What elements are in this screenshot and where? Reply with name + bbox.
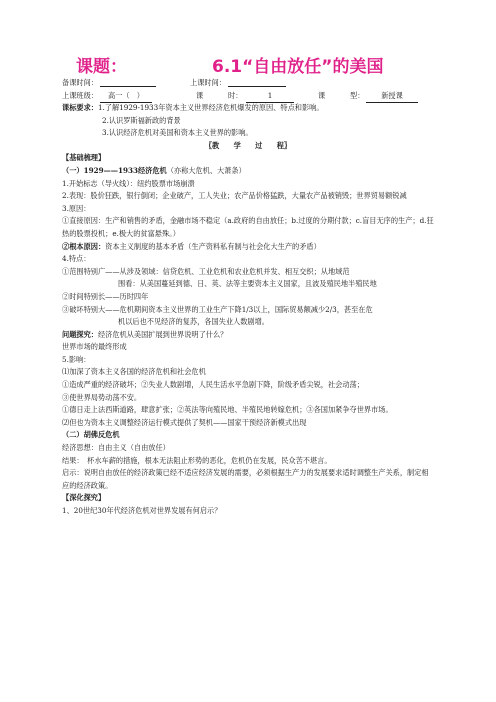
hours-label: 课 — [196, 91, 204, 100]
root-cause-label: ②根本原因： — [62, 241, 106, 251]
class-label: 上课班级： — [62, 91, 98, 100]
class-value: 高一（ ） — [100, 89, 152, 103]
impact-line-1: 5.影响： — [62, 354, 91, 364]
part2-line-1: 经济思想：自由主义（自由放任） — [62, 443, 170, 453]
deep-question: 1、20世纪30年代经济危机对世界发展有何启示？ — [62, 506, 222, 515]
objective-item-1: 1.了解1929-1933年资本主义世界经济危机爆发的原因、特点和影响。 — [97, 103, 324, 112]
objective-item-2: 2.认识罗斯福新政的背景 — [102, 115, 181, 125]
part1-line-6: 4.特点： — [62, 254, 91, 264]
time-row — [62, 76, 434, 89]
objectives-label: 课标要求： — [62, 103, 98, 112]
impact-line-3: ①造成严重的经济破坏；②失业人数剧增，人民生活水平急剧下降，阶级矛盾尖锐，社会动荡； — [62, 380, 364, 390]
question-row — [62, 329, 434, 342]
root-cause-text: 资本主义制度的基本矛盾（生产资料私有制与社会化大生产的矛盾） — [105, 241, 321, 251]
type-value: 新授课 — [366, 89, 418, 103]
title-row — [62, 50, 434, 76]
question-text: 经济危机从美国扩展到世界说明了什么？ — [97, 329, 228, 339]
section-deep-heading: 【深化探究】 — [62, 493, 106, 503]
process-title: 〖教 学 过 程〗 — [204, 140, 292, 150]
hours-value: 1 — [246, 89, 294, 103]
class-time-label: 备课时间： — [62, 78, 98, 87]
part1-line-9: ②时间特别长——历时四年 — [62, 291, 149, 301]
impact-line-2: ⑴加深了资本主义各国的经济危机和社会危机 — [62, 367, 206, 377]
part1-line-7: ①范围特别广——从涉及领域：信贷危机、工业危机和农业危机并发、相互交织；从地域范 — [62, 266, 350, 276]
part1-line-2: 2.表现：股价狂跌，银行倒闭；企业破产，工人失业；农产品价格猛跌，大量农产品被销毁；世界贸易额锐减 — [62, 191, 407, 201]
section-basic-heading: 【基础梳理】 — [62, 153, 106, 163]
lesson-time-label: 上课时间： — [190, 78, 226, 87]
question-answer: 世界市场的最终形成 — [62, 342, 127, 352]
type-label-2: 型： — [350, 91, 365, 100]
part1-heading-row — [62, 165, 434, 178]
part1-line-8: 围看：从美国蔓延到德、日、英、法等主要资本主义国家，且波及殖民地半殖民地 — [118, 279, 377, 289]
part1-line-4: ①直接原因：生产和销售的矛盾，金融市场不稳定（a.政府的自由放任；b.过度的分期付款；c.盲目无序的生产；d.狂热的股票投机；e.极大的贫富悬殊。） — [62, 216, 434, 238]
part1-line-3: 3.原因： — [62, 203, 91, 213]
class-row — [62, 89, 434, 102]
part1-line-10: ③破坏特别大——危机期间资本主义世界的工业生产下降1/3以上，国际贸易额减少2/3，甚至在危 — [62, 304, 373, 314]
class-time-field — [100, 76, 156, 87]
impact-line-4: ③使世界局势动荡不安。 — [62, 392, 142, 402]
page-title: 6.1“自由放任”的美国 — [212, 57, 384, 77]
document-page — [62, 50, 434, 518]
impact-line-5: ①德日走上法西斯道路，肆意扩张；②英法等向殖民地、半殖民地转嫁危机；③各国加紧争夺世界市场。 — [62, 405, 393, 415]
title-label: 课题： — [76, 57, 127, 77]
part1-root-cause-row — [62, 241, 434, 254]
part1-line-1: 1.开始标志（导火线）：纽约股票市场崩溃 — [62, 178, 195, 188]
part1-heading-note: （亦称大危机、大萧条） — [166, 165, 246, 175]
impact-line-6: ⑵但也为资本主义调整经济运行模式提供了契机——国家干预经济新模式出现 — [62, 417, 307, 427]
part2-line-3: 启示：说明自由放任的经济政策已经不适应经济发展的需要，必须根据生产力的发展要求适时调整生产关系，制定相应的经济政策。 — [62, 468, 429, 490]
hours-label-2: 时： — [228, 91, 243, 100]
part2-line-2: 结果： 杯水车薪的措施，根本无法阻止形势的恶化，危机仍在发展，民众苦不堪言。 — [62, 455, 332, 465]
type-label: 课 — [318, 91, 326, 100]
part1-heading: （一）1929——1933经济危机 — [62, 165, 167, 175]
objective-item-3: 3.认识经济危机对美国和资本主义世界的影响。 — [102, 128, 253, 138]
part1-line-11: 机以后也不见经济的复苏，各国失业人数剧增。 — [118, 317, 269, 327]
question-label: 问题探究： — [62, 329, 98, 339]
part2-heading: （二）胡佛反危机 — [62, 430, 120, 440]
objectives-block — [62, 102, 434, 115]
lesson-time-field — [228, 76, 286, 87]
